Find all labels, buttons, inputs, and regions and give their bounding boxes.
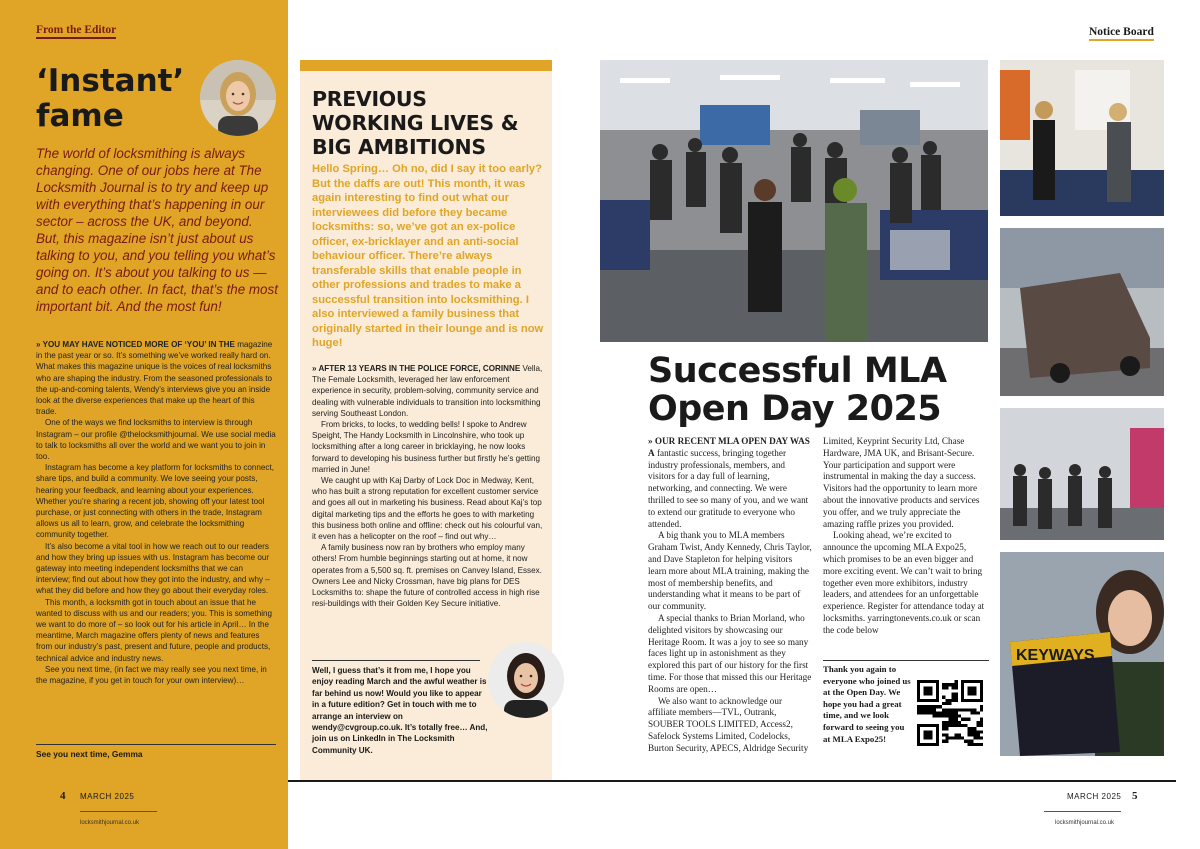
editor-paragraph: One of the ways we find locksmiths to interview is through Instagram – our profile @thelocksmithjournal. We use social media to talk to locksmiths all over the world and we want you to join in too. [36, 418, 276, 462]
section-label-from-the-editor [36, 20, 116, 39]
editor-portrait [200, 60, 276, 136]
mla-paragraph: Limited, Keyprint Security Ltd, Chase Hardware, JMA UK, and Brisant-Secure. Your participation and support were instrumental in making the day a success. Visitors had the opportunity to learn more about the innovative products and services you offer, and we truly appreciate the amazing raffle prizes you provided. [823, 436, 980, 529]
editor-lead-paragraph [36, 339, 276, 417]
mla-paragraph: A special thanks to Brian Morland, who delighted visitors by showcasing our Heritage Room. It was a joy to see so many faces light up in astonishment as they explored this part of our history for the first time. For those that missed this our Heritage Rooms are open… [648, 612, 812, 694]
mla-paragraph: A big thank you to MLA members Graham Twist, Andy Kennedy, Chris Taylor, and Dave Stapleton for helping visitors learn more about MLA training, making the most of membership benefits, and understanding what it means to be part of our community. [648, 530, 812, 612]
section-label-text: Notice Board [1089, 26, 1154, 41]
editor-headline: ‘Instant’ fame [36, 63, 185, 134]
lead-text: fantastic success, bringing together industry professionals, members, and visitors for a day full of learning, networking, and connecting. We were thrilled to see so many of you, and we want to extend our gratitude to everyone who attended. [648, 447, 809, 529]
editor-paragraph: It’s also become a vital tool in how we reach out to our readers and how they bring up issues with us. Instagram has become our gateway into meeting independent locksmiths that we can interview; find out about how they got into the industry, and why – what they did before and how they go about their everyday roles. [36, 541, 270, 596]
panel-accent-bar [300, 60, 552, 71]
footer-url: locksmithjournal.co.uk [1055, 820, 1115, 826]
section-label-notice-board [1089, 22, 1154, 41]
issue-date: MARCH 2025 [1067, 792, 1122, 801]
magazine-cover-title: KEYWAYS [1016, 647, 1095, 664]
mla-lead-paragraph [648, 436, 812, 530]
qr-code-icon[interactable] [917, 680, 983, 746]
locksmith-van-photo [1000, 228, 1164, 396]
editor-paragraph: Instagram has become a key platform for locksmiths to connect, share tips, and build a community. We love seeing your posts, hearing your feedback, and learning about your experiences. Whether you’re sharing a recent job, showing off your latest tool purchase, or just connecting with others in the trade, Instagram allows us all to learn, grow, and celebrate the locksmithing community together. [36, 463, 274, 540]
writer-portrait [488, 642, 564, 718]
lead-caps: » OUR RECENT MLA OPEN DAY WAS A [648, 436, 810, 458]
page-number: 4 [60, 790, 66, 802]
mla-article-column-2 [823, 436, 989, 637]
editor-sign-off: See you next time, Gemma [36, 749, 143, 759]
mla-article-column-1 [648, 436, 812, 755]
interviews-outro: Well, I guess that’s it from me, I hope you enjoy reading March and the awful weather is far behind us now! Would you like to appear in a future edition? Get in touch with me to arrange an interview on wendy@cvgroup.co.uk. It’s totally free… And, join us on LinkedIn in The Locksmith Community UK. [312, 666, 488, 755]
divider [80, 811, 157, 812]
lead-caps: » YOU MAY HAVE NOTICED MORE OF ‘YOU’ IN THE [36, 340, 235, 349]
interviews-body [312, 363, 546, 609]
divider [312, 660, 480, 661]
editor-paragraph: See you next time, (in fact we may really see you next time, in the magazine, if you get in touch for your own interview)… [36, 664, 267, 686]
interviews-paragraph: A family business now ran by brothers who employ many others! From humble beginnings starting out at home, it now operates from a 5,500 sq. ft. premises on Canvey Island, Essex. Owners Lee and Nicky Crossman, have big plans for DES Locksmiths to: shape the future of controlled access in high rise resi-buildings with their Golden Key Secure initiative. [312, 543, 542, 609]
section-label-text: From the Editor [36, 24, 116, 39]
lead-text: Vella, The Female Locksmith, leveraged her law enforcement experience in security, problem-solving, community service and dealing with vulnerable individuals to transition into locksmithing serving Southeast London. [312, 364, 543, 418]
divider [36, 744, 276, 745]
mla-headline: Successful MLA Open Day 2025 [648, 351, 947, 429]
mla-thank-you-note: Thank you again to everyone who joined us at the Open Day. We hope you had a great time, and we look forward to seeing you at MLA Expo25! [823, 664, 911, 744]
divider [823, 660, 989, 661]
interviews-lead-paragraph [312, 363, 546, 419]
page-bottom-rule [288, 780, 1176, 782]
issue-date: MARCH 2025 [80, 792, 135, 801]
interviews-intro: Hello Spring… Oh no, did I say it too early? But the daffs are out! This month, it was again interesting to find out what our interviewees did before they became locksmiths: so, we’ve got an ex-police officer, ex-bricklayer and an anti-social behaviour officer. There’re always transferable skills that enable people in other professions and trades to make a successful transition into locksmithing. I also interviewed a family business that originally started in their lounge and is now huge! [312, 163, 544, 349]
editor-body [36, 339, 276, 686]
lead-caps: » AFTER 13 YEARS IN THE POLICE FORCE, CORINNE [312, 364, 521, 373]
interviews-headline: PREVIOUS WORKING LIVES & BIG AMBITIONS [312, 87, 519, 159]
footer-url: locksmithjournal.co.uk [80, 820, 140, 826]
reader-with-magazine-photo [1000, 552, 1164, 756]
divider [1044, 811, 1121, 812]
editor-intro: The world of locksmithing is always changing. One of our jobs here at The Locksmith Journal is to try and keep up with everything that’s happening in our sector – across the UK, and beyond. But, this magazine isn’t just about us talking to you, and you telling you what’s going on. It’s about you talking to us — and to each other. In fact, that’s the most important bit. And the most fun! [36, 146, 278, 314]
editor-paragraph: This month, a locksmith got in touch about an issue that he wanted to discuss with us and our readers; you. This is something we want to do more of – so look out for his article in April… In the meantime, March magazine offers plenty of news and features from our industry’s past, present and future, people and products, technical advice and industry news. [36, 597, 273, 663]
exhibitor-stand-photo [1000, 60, 1164, 216]
mla-paragraph: Looking ahead, we’re excited to announce the upcoming MLA Expo25, which promises to be an even bigger and more exciting event. We can’t wait to bring together even more exhibitors, industry leaders, and attendees for an unforgettable experience. Register for attendance today at locksmiths. yarringtonevents.co.uk or scan the code below [823, 530, 985, 635]
open-day-crowd-photo [600, 60, 988, 342]
interviews-paragraph: From bricks, to locks, to wedding bells! I spoke to Andrew Speight, The Handy Locksmith in Lincolnshire, who took up locksmithing after a long career in bricklaying, he now looks forward to developing his business further but firstly he’s getting married in June! [312, 420, 540, 474]
lead-text: magazine in the past year or so. It’s something we’ve worked really hard on. What makes this magazine unique is the voices of real locksmiths who are shaping the industry. From the seasoned professionals to the up-and-coming talents, Wendy’s interviews give you an inside look at the diverse experiences that make up the heart of this trade. [36, 340, 273, 417]
mla-paragraph: We also want to acknowledge our affiliate members—TVL, Outrank, SOUBER TOOLS LIMITED, Access2, Safelock Systems Limited, Codelocks, Burton Security, APECS, Aldridge Security [648, 695, 809, 753]
page-number: 5 [1132, 790, 1138, 802]
heritage-room-photo [1000, 408, 1164, 540]
interviews-paragraph: We caught up with Kaj Darby of Lock Doc in Medway, Kent, who has built a strong reputation for excellent customer service and goes all out in marketing his business. Read about Kaj’s top digital marketing tips and the efforts he goes to with marketing this business both online and offline: check out his colourful van, it even has a helicopter on the roof – find out why… [312, 476, 543, 542]
